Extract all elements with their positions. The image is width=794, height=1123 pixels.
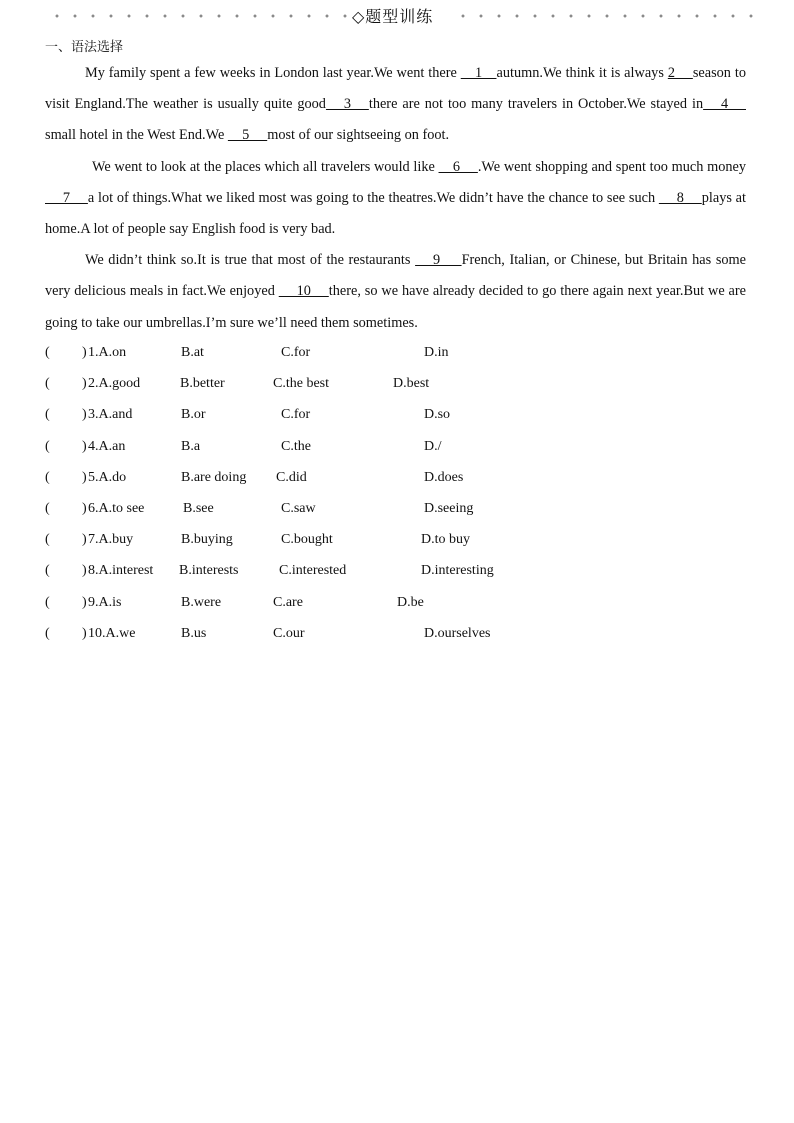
answer-paren-open: (	[45, 594, 50, 610]
question-row	[45, 431, 746, 462]
blank-9: 9	[415, 252, 462, 269]
blank-2: 2	[667, 65, 693, 81]
option-b: B.are doing	[181, 469, 247, 485]
answer-paren-close: )	[82, 594, 87, 610]
option-d: D.ourselves	[424, 625, 491, 641]
passage-paragraph-2	[45, 152, 746, 246]
answer-paren-close: )	[82, 438, 87, 454]
passage-text: there are not too many travelers in October.We stayed in	[368, 96, 704, 113]
answer-paren-close: )	[82, 469, 87, 485]
option-b: B.or	[181, 407, 206, 423]
option-a: 10.A.we	[88, 625, 136, 641]
option-b: B.buying	[181, 532, 233, 548]
option-a: 6.A.to see	[88, 500, 145, 516]
answer-paren-open: (	[45, 345, 50, 360]
passage-text: season to visit England.The weather is usually quite good	[45, 65, 746, 113]
answer-paren-close: )	[82, 625, 87, 641]
blank-6: 6	[438, 158, 478, 175]
answer-paren-close: )	[82, 563, 87, 579]
answer-paren-close: )	[82, 532, 87, 548]
passage-text: there, so we have already decided to go there again next year.But we are going to take our umbrellas.I’m sure we’ll need them sometimes.	[45, 283, 747, 331]
passage-paragraph-1	[45, 58, 746, 152]
blank-10: 10	[278, 283, 329, 300]
passage-paragraph-3	[45, 245, 746, 339]
question-row	[45, 587, 746, 618]
option-d: D.does	[424, 469, 464, 485]
question-row	[45, 555, 746, 586]
passage-text: autumn.We think it is always	[496, 65, 668, 81]
answer-paren-open: (	[45, 469, 50, 485]
blank-7: 7	[45, 189, 88, 206]
option-a: 8.A.interest	[88, 563, 154, 579]
option-a: 9.A.is	[88, 594, 122, 610]
option-a: 2.A.good	[88, 376, 141, 392]
passage-text: .We went shopping and spent too much money	[477, 158, 746, 175]
option-d: D.to buy	[421, 532, 470, 548]
option-a: 7.A.buy	[88, 532, 134, 548]
option-d: D.best	[393, 376, 430, 392]
passage-text: a lot of things.What we liked most was going to the theatres.We didn’t have the chance to see such	[87, 189, 659, 206]
option-a: 5.A.do	[88, 469, 127, 485]
option-d: D.interesting	[421, 563, 494, 579]
answer-paren-open: (	[45, 625, 50, 641]
blank-8: 8	[658, 189, 702, 206]
blank-3: 3	[325, 96, 369, 113]
option-c: C.for	[281, 345, 311, 360]
option-d: D.so	[424, 407, 451, 423]
header-dots-left	[48, 14, 348, 18]
passage-text: French, Italian, or Chinese, but Britain has some very delicious meals in fact.We enjoyed	[45, 252, 746, 300]
answer-paren-open: (	[45, 563, 50, 579]
passage-text: We went to look at the places which all travelers would like	[92, 158, 439, 175]
option-b: B.were	[181, 594, 222, 610]
answer-paren-open: (	[45, 438, 50, 454]
option-c: C.bought	[281, 532, 333, 548]
passage-text: We didn’t think so.It is true that most of the restaurants	[85, 252, 416, 269]
answer-paren-open: (	[45, 532, 50, 548]
section-title: 一、语法选择	[45, 40, 124, 55]
passage-text: plays at home.A lot of people say English food is very bad.	[45, 189, 747, 238]
option-b: B.us	[181, 625, 207, 641]
question-row	[45, 524, 746, 555]
option-c: C.did	[276, 469, 307, 485]
option-c: C.saw	[281, 500, 316, 516]
option-a: 3.A.and	[88, 407, 133, 423]
answer-paren-open: (	[45, 407, 50, 423]
option-c: C.for	[281, 407, 311, 423]
answer-paren-close: )	[82, 407, 87, 423]
option-d: D./	[424, 438, 442, 454]
option-b: B.a	[181, 438, 201, 454]
header-dots-right	[454, 14, 754, 18]
blank-5: 5	[227, 127, 268, 144]
option-b: B.interests	[179, 563, 239, 579]
answer-paren-open: (	[45, 376, 50, 392]
passage-text: small hotel in the West End.We	[45, 127, 228, 144]
passage-text: most of our sightseeing on foot.	[267, 127, 450, 144]
answer-paren-close: )	[82, 376, 87, 392]
answer-paren-close: )	[82, 500, 87, 516]
option-c: C.interested	[279, 563, 347, 579]
answer-paren-close: )	[82, 345, 87, 360]
passage	[45, 58, 746, 339]
option-c: C.the	[281, 438, 311, 454]
blank-4: 4	[703, 96, 746, 113]
option-b: B.at	[181, 345, 204, 360]
option-d: D.in	[424, 345, 449, 360]
option-a: 1.A.on	[88, 345, 127, 360]
page-title: ◇题型训练	[352, 7, 434, 26]
option-d: D.seeing	[424, 500, 474, 516]
option-c: C.our	[273, 625, 305, 641]
question-row	[45, 618, 746, 649]
question-row	[45, 462, 746, 493]
option-b: B.see	[183, 500, 214, 516]
blank-1: 1	[460, 65, 497, 81]
question-row	[45, 337, 746, 368]
question-row	[45, 399, 746, 430]
option-d: D.be	[397, 594, 424, 610]
question-row	[45, 493, 746, 524]
page-header	[44, 4, 750, 26]
option-c: C.the best	[273, 376, 329, 392]
question-row	[45, 368, 746, 399]
option-c: C.are	[273, 594, 303, 610]
option-a: 4.A.an	[88, 438, 126, 454]
answer-paren-open: (	[45, 500, 50, 516]
question-list	[45, 337, 746, 649]
passage-text: My family spent a few weeks in London last year.We went there	[85, 65, 461, 81]
option-b: B.better	[180, 376, 225, 392]
